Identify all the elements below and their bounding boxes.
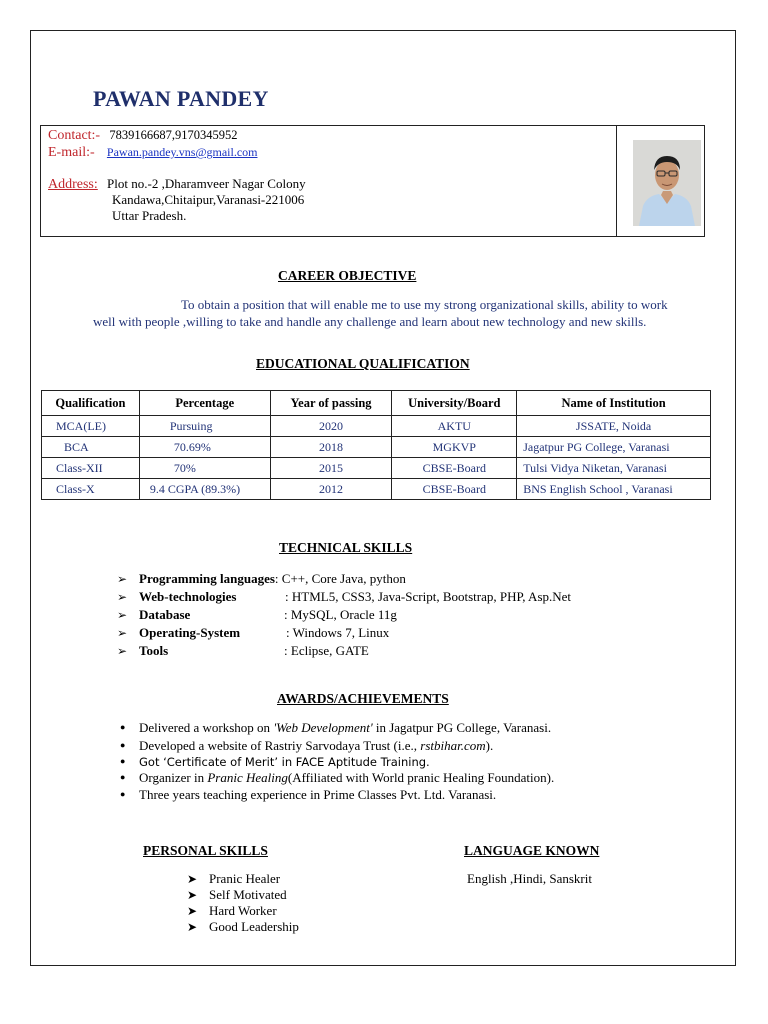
column-header: Name of Institution	[517, 391, 711, 416]
skill-label: Tools	[139, 643, 169, 658]
person-silhouette-icon	[633, 140, 701, 226]
list-item	[187, 903, 277, 919]
personal-skill: Self Motivated	[209, 887, 287, 902]
arrow-bullet-icon: ➤	[187, 888, 198, 902]
candidate-name: PAWAN PANDEY	[93, 86, 269, 111]
list-item	[120, 754, 430, 770]
contact-row	[48, 127, 237, 144]
skill-label: Web-technologies	[139, 589, 237, 604]
award-text: (Affiliated with World pranic Healing Foundation).	[287, 770, 555, 785]
cell-percentage: 9.4 CGPA (89.3%)	[139, 479, 270, 500]
cell-qualification: MCA(LE)	[42, 416, 140, 437]
award-text: Organizer in	[139, 770, 208, 785]
award-text: Delivered a workshop on	[139, 720, 274, 735]
personal-skill: Hard Worker	[209, 903, 277, 918]
list-item	[187, 887, 287, 903]
bullet-icon: ●	[120, 789, 126, 799]
languages-value: English ,Hindi, Sanskrit	[467, 871, 592, 886]
award-text: Developed a website of Rastriy Sarvodaya Trust (i.e.,	[139, 738, 421, 753]
contact-label: Contact:-	[48, 128, 101, 143]
personal-skill: Pranic Healer	[209, 871, 281, 886]
list-item	[120, 738, 493, 754]
cell-year: 2012	[270, 479, 392, 500]
cell-percentage: Pursuing	[139, 416, 270, 437]
address-line-2: Kandawa,Chitaipur,Varanasi-221006	[112, 192, 305, 207]
table-row	[42, 416, 711, 437]
career-objective-heading: CAREER OBJECTIVE	[278, 268, 417, 283]
skill-row	[117, 607, 397, 623]
cell-qualification: Class-XII	[42, 458, 140, 479]
arrow-bullet-icon: ➢	[117, 644, 128, 658]
column-header: Year of passing	[270, 391, 392, 416]
skill-row	[117, 625, 389, 641]
cell-institution: BNS English School , Varanasi	[517, 479, 711, 500]
cell-institution: Tulsi Vidya Niketan, Varanasi	[517, 458, 711, 479]
table-row	[42, 458, 711, 479]
skill-row	[117, 643, 369, 659]
arrow-bullet-icon: ➢	[117, 608, 128, 622]
arrow-bullet-icon: ➢	[117, 590, 128, 604]
personal-skill: Good Leadership	[209, 919, 299, 934]
skill-row	[117, 589, 571, 605]
arrow-bullet-icon: ➤	[187, 920, 198, 934]
career-objective-text	[93, 296, 675, 330]
arrow-bullet-icon: ➢	[117, 626, 128, 640]
awards-heading: AWARDS/ACHIEVEMENTS	[277, 691, 449, 706]
arrow-bullet-icon: ➢	[117, 572, 128, 586]
profile-photo	[633, 140, 701, 226]
cell-institution: Jagatpur PG College, Varanasi	[517, 437, 711, 458]
column-header: University/Board	[392, 391, 517, 416]
table-row	[42, 437, 711, 458]
education-header-row	[42, 391, 711, 416]
career-objective-body: To obtain a position that will enable me to use my strong organizational skills, ability to work well with people ,willing to take and handle any challenge and learn about new technology and new skills.	[93, 297, 668, 329]
technical-skills-heading: TECHNICAL SKILLS	[279, 540, 413, 555]
skill-value: MySQL, Oracle 11g	[287, 607, 397, 622]
award-text: Three years teaching experience in Prime Classes Pvt. Ltd. Varanasi.	[139, 787, 497, 802]
email-label: E-mail:-	[48, 145, 95, 160]
skill-separator: :	[285, 589, 289, 604]
skill-separator: :	[284, 607, 288, 622]
address-row	[48, 176, 306, 193]
list-item	[120, 770, 554, 786]
contact-box	[40, 125, 705, 237]
photo-cell	[616, 126, 705, 236]
education-heading: EDUCATIONAL QUALIFICATION	[256, 356, 470, 371]
bullet-icon: ●	[120, 772, 126, 782]
cell-year: 2018	[270, 437, 392, 458]
personal-skills-heading: PERSONAL SKILLS	[143, 843, 268, 858]
award-emphasis: Pranic Healing	[207, 770, 288, 785]
cell-year: 2020	[270, 416, 392, 437]
arrow-bullet-icon: ➤	[187, 904, 198, 918]
contact-phone: 7839166687,9170345952	[109, 128, 238, 142]
award-emphasis: rstbihar.com	[420, 738, 486, 753]
skill-row	[117, 571, 406, 587]
award-text: in Jagatpur PG College, Varanasi.	[372, 720, 552, 735]
cell-board: AKTU	[392, 416, 517, 437]
address-line-3: Uttar Pradesh.	[112, 208, 187, 223]
cell-institution: JSSATE, Noida	[517, 416, 711, 437]
education-table	[41, 390, 711, 500]
skill-separator: :	[274, 571, 279, 586]
skill-value: HTML5, CSS3, Java-Script, Bootstrap, PHP, Asp.Net	[288, 589, 572, 604]
cell-percentage: 70%	[139, 458, 270, 479]
skill-value: Eclipse, GATE	[287, 643, 369, 658]
bullet-icon: ●	[120, 722, 126, 732]
cell-board: MGKVP	[392, 437, 517, 458]
skill-value: Windows 7, Linux	[289, 625, 390, 640]
cell-qualification: BCA	[42, 437, 140, 458]
address-label: Address:	[48, 177, 98, 192]
cell-year: 2015	[270, 458, 392, 479]
email-link[interactable]: Pawan.pandey.vns@gmail.com	[106, 145, 258, 159]
language-known-heading: LANGUAGE KNOWN	[464, 843, 600, 858]
address-line-1: Plot no.-2 ,Dharamveer Nagar Colony	[107, 176, 306, 191]
skill-label: Database	[139, 607, 191, 622]
column-header: Percentage	[139, 391, 270, 416]
skill-value: C++, Core Java, python	[278, 571, 406, 586]
list-item	[120, 787, 496, 803]
cell-percentage: 70.69%	[139, 437, 270, 458]
list-item	[120, 720, 551, 736]
skill-separator: :	[286, 625, 290, 640]
list-item	[187, 919, 299, 935]
bullet-icon: ●	[120, 740, 126, 750]
bullet-icon: ●	[120, 756, 126, 766]
column-header: Qualification	[42, 391, 140, 416]
award-emphasis: 'Web Development'	[273, 720, 373, 735]
table-row	[42, 479, 711, 500]
skill-separator: :	[284, 643, 288, 658]
cell-board: CBSE-Board	[392, 458, 517, 479]
award-text: ).	[485, 738, 494, 753]
cell-qualification: Class-X	[42, 479, 140, 500]
arrow-bullet-icon: ➤	[187, 872, 198, 886]
email-row	[48, 144, 257, 161]
list-item	[187, 871, 280, 887]
skill-label: Operating-System	[139, 625, 241, 640]
skill-label: Programming languages	[139, 571, 275, 586]
award-text: Got ‘Certificate of Merit’ in FACE Aptitude Training.	[139, 755, 430, 769]
cell-board: CBSE-Board	[392, 479, 517, 500]
